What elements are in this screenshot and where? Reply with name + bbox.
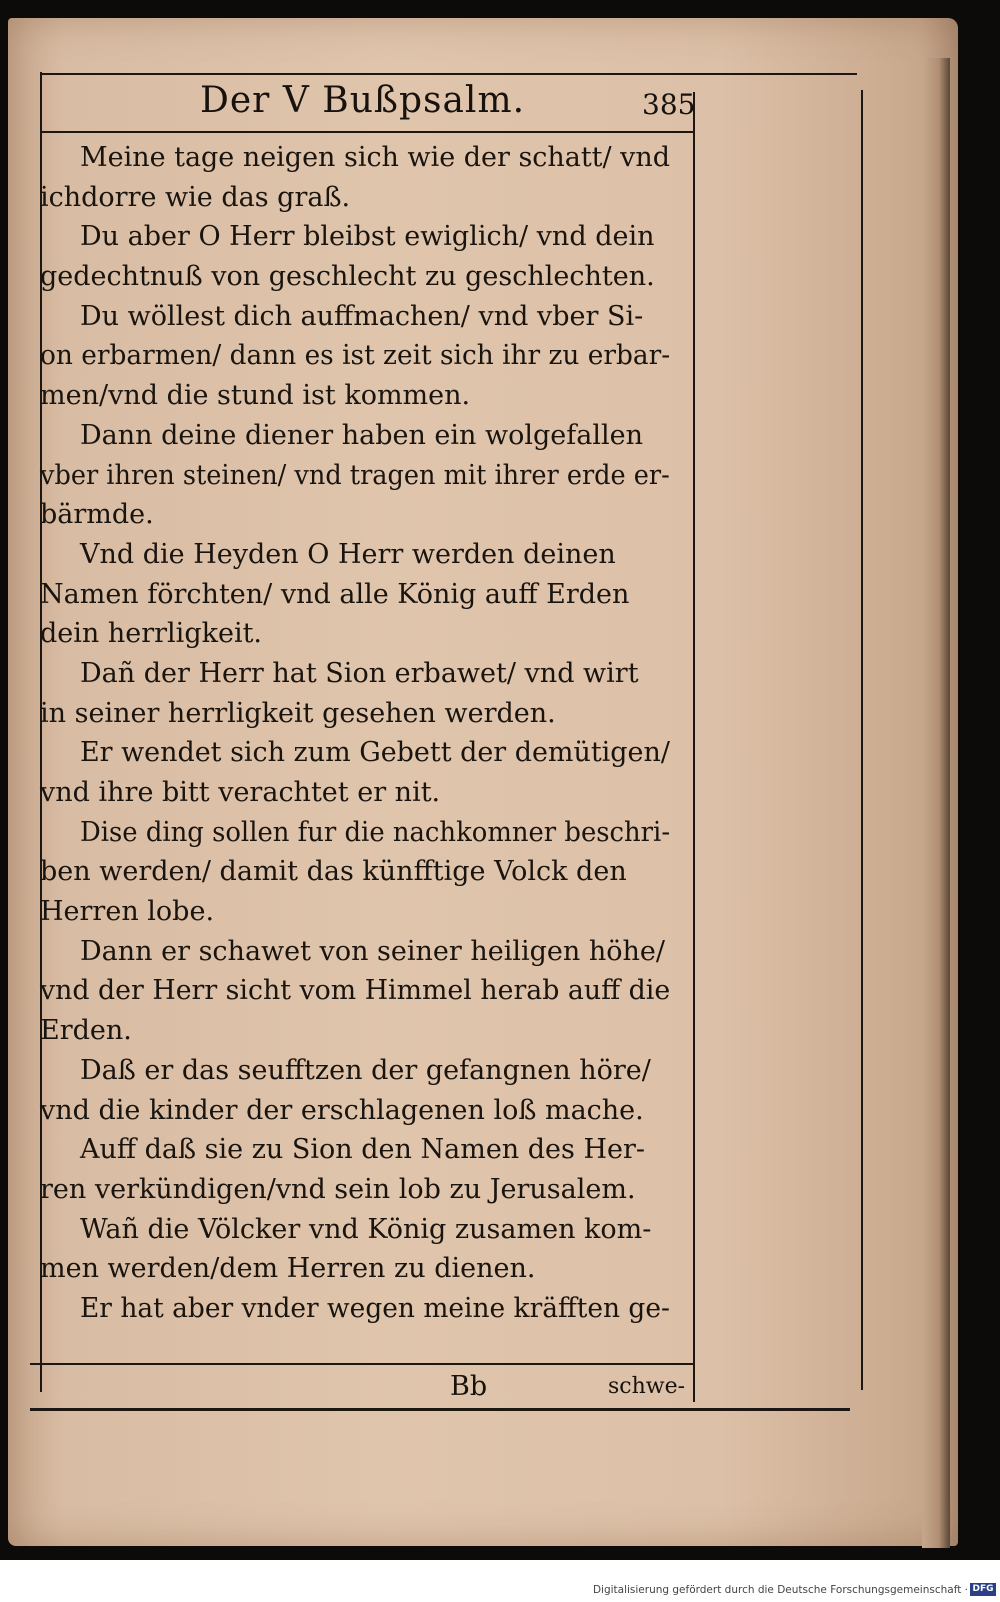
text-line: Dann er schawet von seiner heiligen höhe/	[80, 935, 665, 967]
text-line: Dise ding sollen fur die nachkomner beschri-	[80, 816, 671, 848]
running-head: Der V Bußpsalm.	[200, 80, 526, 121]
frame-right-rule	[861, 90, 863, 1390]
text-line: dein herrligkeit.	[40, 618, 263, 650]
bottom-rule	[30, 1408, 850, 1411]
text-line: Du wöllest dich auffmachen/ vnd vber Si-	[80, 300, 644, 332]
text-line: Daß er das seufftzen der gefangnen höre/	[80, 1054, 651, 1086]
text-line: Wañ die Völcker vnd König zusamen kom-	[80, 1213, 652, 1245]
text-line: Auff daß sie zu Sion den Namen des Her-	[80, 1134, 646, 1166]
text-line: Namen förchten/ vnd alle König auff Erden	[40, 578, 630, 610]
text-line: Er wendet sich zum Gebett der demütigen/	[80, 737, 670, 769]
text-line: vnd die kinder der erschlagenen loß mache.	[40, 1094, 644, 1126]
text-line: Erden.	[40, 1015, 132, 1047]
text-line: vnd der Herr sicht vom Himmel herab auff die	[40, 975, 671, 1007]
text-line: in seiner herrligkeit gesehen werden.	[40, 697, 556, 729]
text-line: bärmde.	[40, 499, 154, 531]
text-line: gedechtnuß von geschlecht zu geschlechten.	[40, 261, 655, 293]
page-number: 385	[642, 88, 696, 121]
frame-top-rule	[42, 73, 857, 75]
header-rule	[42, 131, 694, 133]
text-line: Dann deine diener haben ein wolgefallen	[80, 419, 644, 451]
page-edge	[922, 58, 950, 1548]
text-line: Herren lobe.	[40, 896, 215, 928]
text-line: Vnd die Heyden O Herr werden deinen	[80, 538, 616, 570]
text-line: ren verkündigen/vnd sein lob zu Jerusalem.	[40, 1173, 636, 1205]
text-line: vber ihren steinen/ vnd tragen mit ihrer erde er-	[40, 459, 670, 491]
text-line: Du aber O Herr bleibst ewiglich/ vnd dein	[80, 221, 655, 253]
digitization-credit: Digitalisierung gefördert durch die Deutsche Forschungsgemeinschaft ·	[592, 1584, 968, 1596]
text-line: on erbarmen/ dann es ist zeit sich ihr zu erbar-	[40, 340, 671, 372]
text-line: Dañ der Herr hat Sion erbawet/ vnd wirt	[80, 657, 639, 689]
footer-rule	[30, 1363, 695, 1365]
text-line: men/vnd die stund ist kommen.	[40, 380, 471, 412]
text-line: men werden/dem Herren zu dienen.	[40, 1253, 536, 1285]
text-line: vnd ihre bitt verachtet er nit.	[40, 777, 441, 808]
catchword: schwe-	[608, 1374, 686, 1399]
signature-mark: Bb	[450, 1371, 488, 1402]
text-line: Meine tage neigen sich wie der schatt/ vnd	[80, 142, 671, 173]
text-line: ben werden/ damit das künfftige Volck den	[40, 856, 627, 888]
text-line: ichdorre wie das graß.	[40, 181, 351, 213]
text-line: Er hat aber vnder wegen meine kräfften ge-	[80, 1292, 670, 1324]
dfg-logo: DFG	[970, 1583, 996, 1596]
text-block	[40, 138, 695, 1329]
